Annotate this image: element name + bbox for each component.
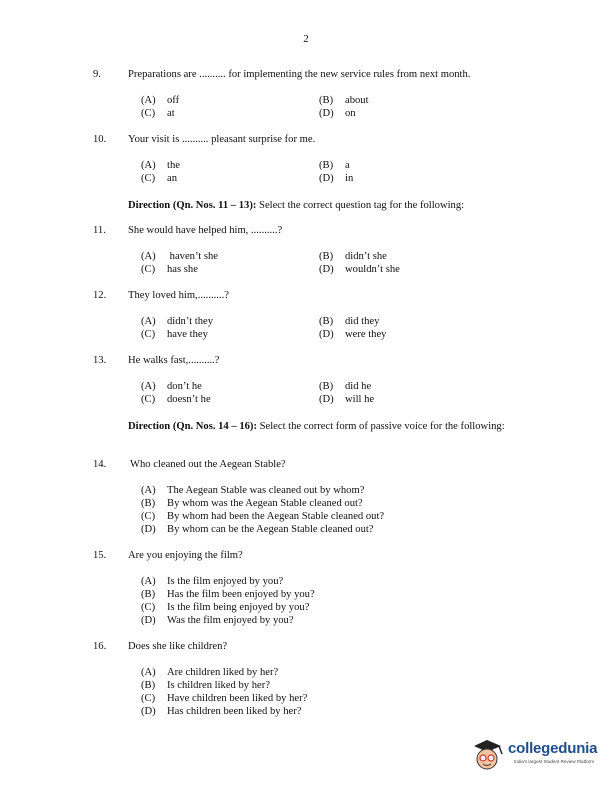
graduate-mascot-icon [468,736,506,774]
option-d: (D) Was the film enjoyed by you? [141,615,294,626]
question-number: 10. [93,134,107,145]
direction-11-13 [128,199,520,212]
option-b: (B) didn’t she [319,251,387,262]
direction-text: Select the correct form of passive voice for the following: [256,421,505,432]
option-c: (C) doesn’t he [141,394,211,405]
option-d: (D) Has children been liked by her? [141,706,302,717]
option-c: (C) have they [141,329,208,340]
option-b: (B) did they [319,316,380,327]
question-number: 11. [93,225,106,236]
question-number: 14. [93,459,107,470]
logo-tagline: India's largest Student Review Platform [514,759,595,764]
option-b: (B) did he [319,381,372,392]
option-c: (C) Is the film being enjoyed by you? [141,602,310,613]
option-a: (A) haven’t she [141,251,218,262]
direction-heading: Direction (Qn. Nos. 11 – 13): [128,200,257,211]
question-number: 15. [93,550,107,561]
option-c: (C) By whom had been the Aegean Stable cleaned out? [141,511,385,522]
logo-wordmark: collegedunia [508,740,598,757]
question-text: Your visit is .......... pleasant surprise for me. [128,134,316,145]
question-number: 9. [93,69,101,80]
question-text: Who cleaned out the Aegean Stable? [130,459,286,470]
option-a: (A) Are children liked by her? [141,667,279,678]
question-text: They loved him,..........? [128,290,229,301]
option-a: (A) The Aegean Stable was cleaned out by whom? [141,485,365,496]
option-b: (B) a [319,160,350,171]
question-text: Does she like children? [128,641,228,652]
question-text: He walks fast,..........? [128,355,220,366]
option-b: (B) Has the film been enjoyed by you? [141,589,315,600]
option-d: (D) in [319,173,354,184]
option-a: (A) off [141,95,180,106]
option-d: (D) wouldn’t she [319,264,400,275]
page-number: 2 [303,33,309,45]
option-b: (B) By whom was the Aegean Stable cleaned out? [141,498,363,509]
question-number: 12. [93,290,107,301]
option-d: (D) will he [319,394,375,405]
direction-14-16 [128,420,520,433]
question-number: 13. [93,355,107,366]
direction-text: Select the correct question tag for the following: [256,200,465,211]
option-d: (D) were they [319,329,387,340]
option-b: (B) Is children liked by her? [141,680,270,691]
option-a: (A) didn’t they [141,316,214,327]
direction-heading: Direction (Qn. Nos. 14 – 16): [128,421,257,432]
question-text: Are you enjoying the film? [128,550,243,561]
option-a: (A) don’t he [141,381,202,392]
option-c: (C) has she [141,264,198,275]
option-d: (D) on [319,108,356,119]
option-c: (C) an [141,173,177,184]
collegedunia-logo [468,736,608,776]
option-b: (B) about [319,95,369,106]
question-text: Preparations are .......... for implementing the new service rules from next month. [128,69,471,80]
option-a: (A) Is the film enjoyed by you? [141,576,284,587]
option-c: (C) Have children been liked by her? [141,693,308,704]
option-c: (C) at [141,108,175,119]
option-a: (A) the [141,160,180,171]
option-d: (D) By whom can be the Aegean Stable cleaned out? [141,524,374,535]
question-number: 16. [93,641,107,652]
question-text: She would have helped him, ..........? [128,225,283,236]
